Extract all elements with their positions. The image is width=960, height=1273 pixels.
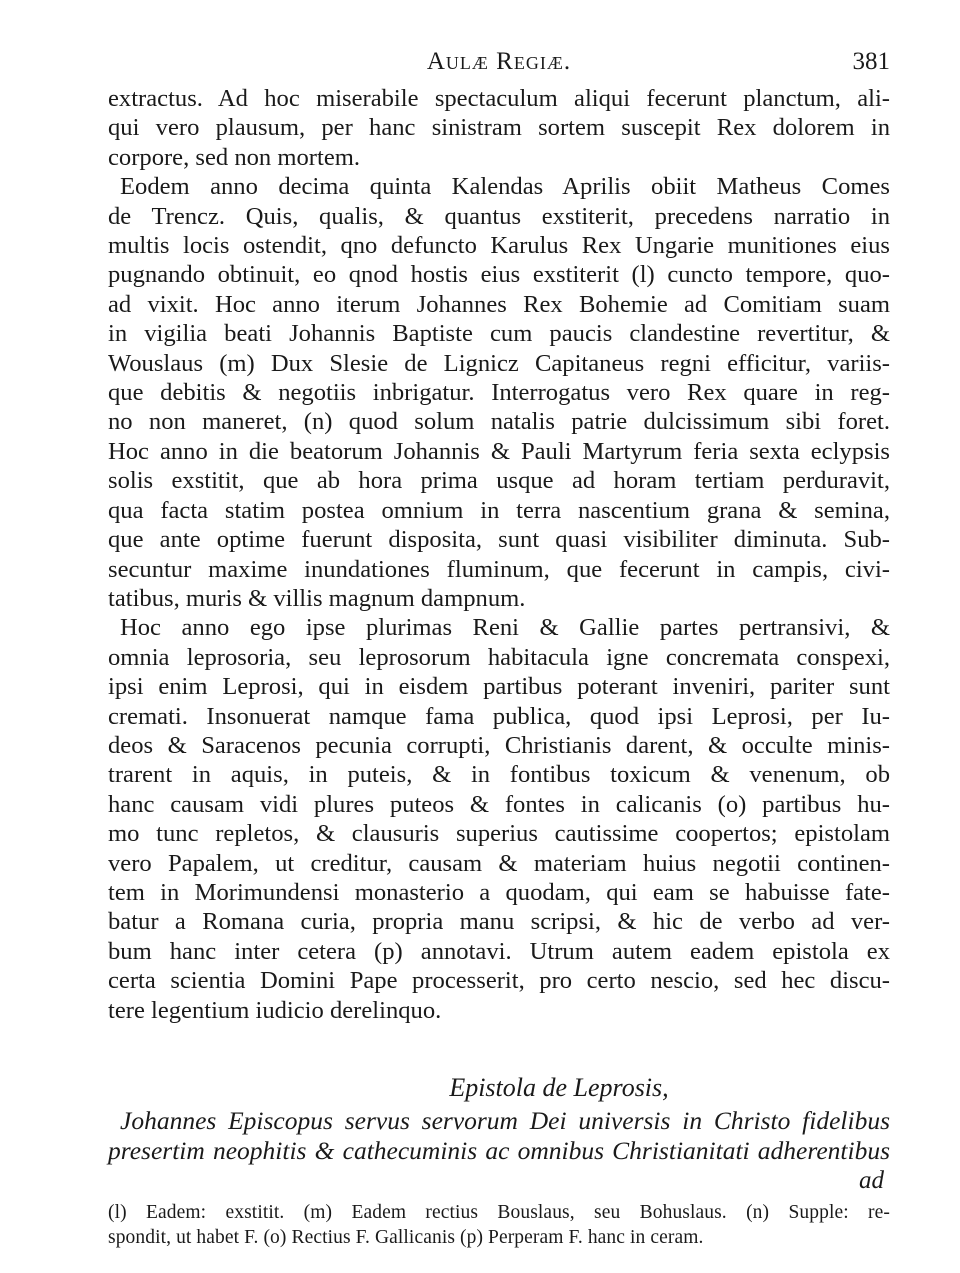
text-line: Wouslaus (m) Dux Slesie de Lignicz Capitaneus regni efficitur, variis- [108, 349, 890, 377]
text-line: que ante optime fuerunt disposita, sunt quasi visibiliter diminuta. Sub- [108, 526, 890, 554]
text-line: cremati. Insonuerat namque fama publica, quod ipsi Leprosi, per Iu- [108, 702, 890, 730]
text-line: in vigilia beati Johannis Baptiste cum paucis clandestine revertitur, & [108, 320, 890, 348]
text-line: qua facta statim postea omnium in terra nascentium grana & semina, [108, 496, 890, 524]
text-line: certa scientia Domini Pape processerit, pro certo nescio, sed hec discu- [108, 967, 890, 995]
footnote-line: spondit, ut habet F. (o) Rectius F. Gallicanis (p) Perperam F. hanc in ceram. [108, 1227, 704, 1248]
paragraph-2 [108, 172, 890, 613]
text-line: omnia leprosoria, seu leprosorum habitacula igne concremata conspexi, [108, 643, 890, 671]
text-line: bum hanc inter cetera (p) annotavi. Utrum autem eadem epistola ex [108, 937, 890, 965]
text-line: deos & Saracenos pecunia corrupti, Christianis darent, & occulte minis- [108, 731, 890, 759]
running-title: Aulæ Regiæ. [426, 48, 572, 75]
text-line: Hoc anno ego ipse plurimas Reni & Gallie partes pertransivi, & [120, 614, 890, 642]
text-line: qui vero plausum, per hanc sinistram sortem suscepit Rex dolorem in [108, 114, 890, 142]
text-line: mo tunc repletos, & clausuris superius cautissime coopertos; epistolam [108, 820, 890, 848]
paragraph-3 [108, 613, 890, 1025]
section-gap [108, 1025, 890, 1070]
text-line: batur a Romana curia, propria manu scripsi, & hic de verbo ad ver- [108, 908, 890, 936]
text-line: multis locis ostendit, qno defuncto Karulus Rex Ungarie munitiones eius [108, 232, 890, 260]
text-line: no non maneret, (n) quod solum natalis patrie dulcissimum sibi foret. [108, 408, 890, 436]
epistle-line: presertim neophitis & cathecuminis ac omnibus Christianitati adherentibus [108, 1136, 890, 1165]
text-line: corpore, sed non mortem. [108, 143, 361, 171]
text-line: solis exstitit, que ab hora prima usque ad horam tertiam perduravit, [108, 467, 890, 495]
text-line: tere legentium iudicio derelinquo. [108, 996, 442, 1024]
epistle [108, 1070, 890, 1196]
text-line: trarent in aquis, in puteis, & in fontibus toxicum & venenum, ob [108, 761, 890, 789]
epistle-line: Johannes Episcopus servus servorum Dei universis in Christo fidelibus [120, 1106, 890, 1135]
catchword: ad [859, 1167, 884, 1194]
text-line: pugnando obtinuit, eo qnod hostis eius exstiterit (l) cuncto tempore, quo- [108, 261, 890, 289]
text-line: vero Papalem, ut creditur, causam & materiam huius negotii continen- [108, 849, 890, 877]
text-line: Hoc anno in die beatorum Johannis & Pauli Martyrum feria sexta eclypsis [108, 437, 890, 465]
running-head [108, 40, 890, 84]
page-number: 381 [852, 48, 890, 75]
text-line: que debitis & negotiis inbrigatur. Interrogatus vero Rex quare in reg- [108, 379, 890, 407]
paragraph-1 [108, 84, 890, 172]
text-line: Eodem anno decima quinta Kalendas Aprilis obiit Matheus Comes [120, 173, 890, 201]
text-line: ipsi enim Leprosi, qui in eisdem partibus poterant inveniri, pariter sunt [108, 673, 890, 701]
footnotes [108, 1200, 890, 1250]
text-line: extractus. Ad hoc miserabile spectaculum aliqui fecerunt planctum, ali- [108, 85, 890, 112]
text-line: secuntur maxime inundationes fluminum, que fecerunt in campis, civi- [108, 555, 890, 583]
text-line: tem in Morimundensi monasterio a quodam, qui eam se habuisse fate- [108, 878, 890, 906]
text-line: tatibus, muris & villis magnum dampnum. [108, 584, 526, 612]
epistle-title: Epistola de Leprosis, [449, 1073, 669, 1102]
text-line: de Trencz. Quis, qualis, & quantus exstiterit, precedens narratio in [108, 202, 890, 230]
text-line: ad vixit. Hoc anno iterum Johannes Rex Bohemie ad Comitiam suam [108, 290, 890, 318]
footnote-line: (l) Eadem: exstitit. (m) Eadem rectius Bouslaus, seu Bohuslaus. (n) Supple: re- [108, 1202, 890, 1223]
body-text [108, 84, 890, 1250]
text-line: hanc causam vidi plures puteos & fontes in calicanis (o) partibus hu- [108, 790, 890, 818]
